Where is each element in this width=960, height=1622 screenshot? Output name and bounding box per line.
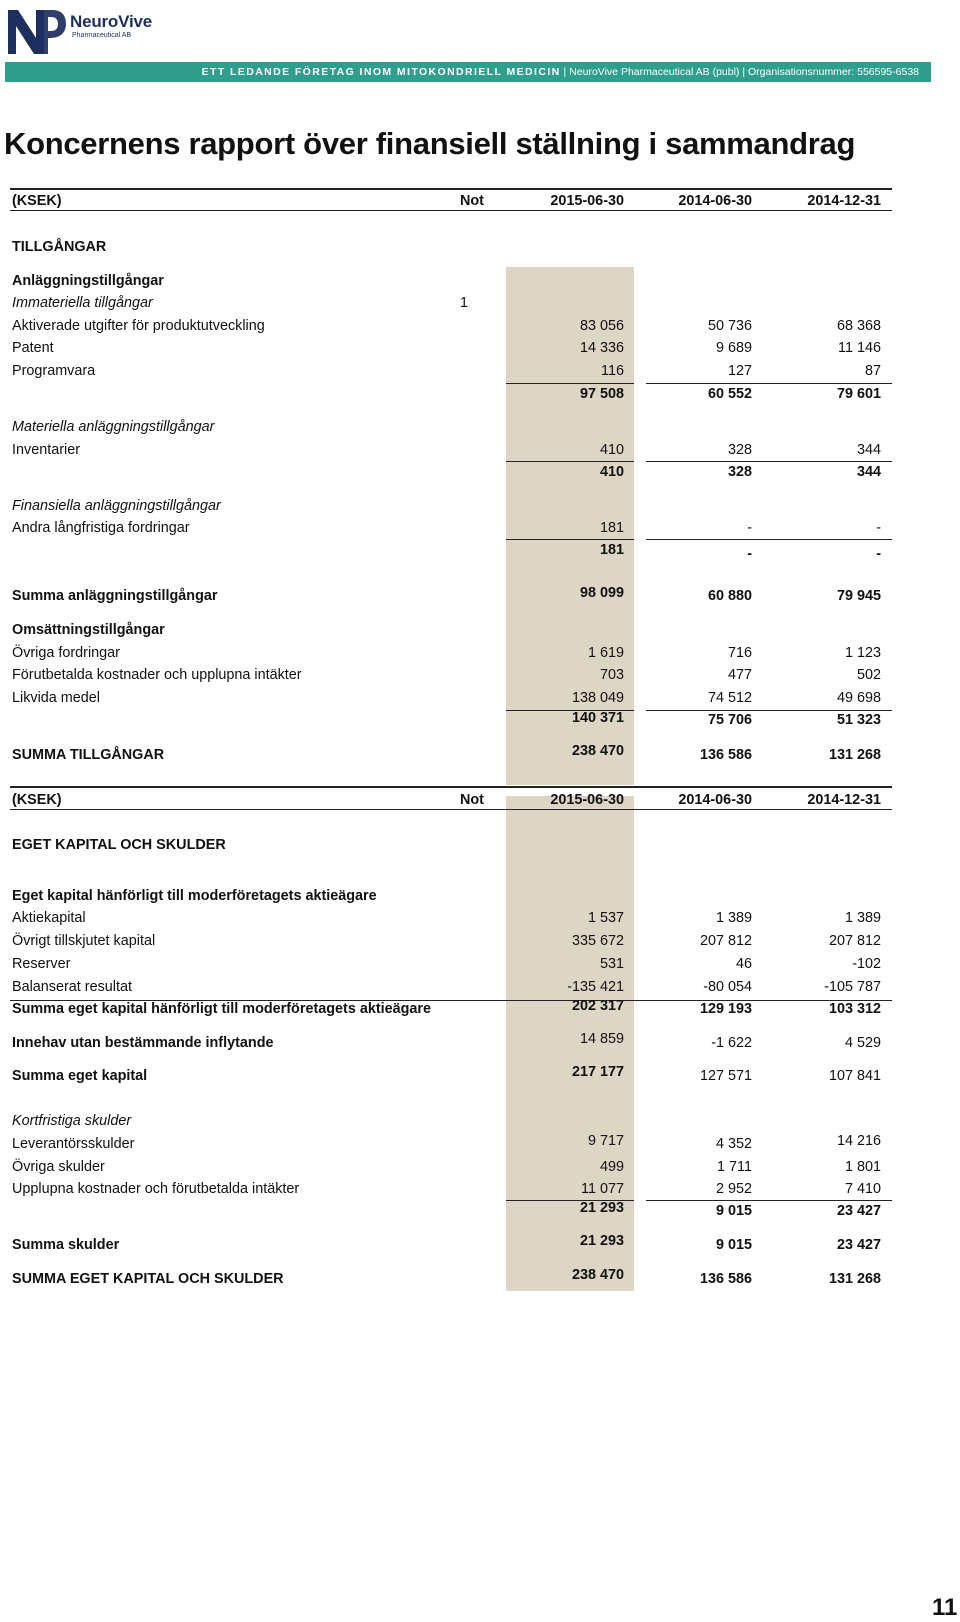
table-row xyxy=(0,1268,960,1290)
row-label: Likvida medel xyxy=(12,690,100,706)
table-row xyxy=(0,1032,960,1054)
column-header-2015-06-30: 2015-06-30 xyxy=(550,792,624,808)
table2-header-top-rule xyxy=(10,786,892,788)
value-2014-06-30: 9 015 xyxy=(715,1237,752,1253)
table-row xyxy=(0,1065,960,1087)
brand-name: NeuroVive xyxy=(70,12,152,31)
value-2014-12-31: 79 601 xyxy=(836,386,881,402)
column-header-2014-06-30: 2014-06-30 xyxy=(678,193,752,209)
table-row xyxy=(0,642,960,664)
value-2014-06-30: 328 xyxy=(727,464,752,480)
value-2014-06-30: 477 xyxy=(727,667,752,683)
value-2014-12-31: 131 268 xyxy=(828,747,881,763)
value-2014-12-31: 23 427 xyxy=(836,1237,881,1253)
row-label: Reserver xyxy=(12,956,71,972)
row-label: Leverantörsskulder xyxy=(12,1136,135,1152)
value-2014-06-30: 136 586 xyxy=(699,747,752,763)
table1-header-row xyxy=(0,190,960,212)
row-label: Innehav utan bestämmande inflytande xyxy=(12,1035,274,1051)
row-label: Summa eget kapital xyxy=(12,1068,148,1084)
page-number: 11 xyxy=(932,1594,958,1621)
value-2014-06-30: 75 706 xyxy=(707,712,752,728)
value-2015-06-30: 410 xyxy=(599,464,624,480)
table-row xyxy=(0,885,960,907)
value-2015-06-30: 217 177 xyxy=(571,1064,624,1080)
column-header-2014-06-30: 2014-06-30 xyxy=(678,792,752,808)
value-2014-12-31: 1 123 xyxy=(844,645,881,661)
value-2015-06-30: 138 049 xyxy=(571,690,624,706)
value-2014-06-30: 127 xyxy=(727,363,752,379)
table-row xyxy=(0,953,960,975)
row-label: Materiella anläggningstillgångar xyxy=(12,419,215,435)
table-row xyxy=(0,315,960,337)
value-2015-06-30: 9 717 xyxy=(587,1133,624,1149)
row-note: 1 xyxy=(460,295,469,311)
table-row xyxy=(0,236,960,258)
row-label: Övriga skulder xyxy=(12,1159,105,1175)
row-label: Andra långfristiga fordringar xyxy=(12,520,190,536)
subtotal-row xyxy=(0,461,960,483)
row-label: Summa skulder xyxy=(12,1237,120,1253)
value-2015-06-30: 410 xyxy=(599,442,624,458)
value-2015-06-30: 21 293 xyxy=(579,1233,624,1249)
row-label: EGET KAPITAL OCH SKULDER xyxy=(12,837,226,853)
subtotal-row xyxy=(0,383,960,405)
row-label: Kortfristiga skulder xyxy=(12,1113,132,1129)
row-label: Förutbetalda kostnader och upplupna intäkter xyxy=(12,667,302,683)
value-2014-06-30: - xyxy=(747,546,752,562)
value-2015-06-30: 531 xyxy=(599,956,624,972)
value-2014-06-30: 4 352 xyxy=(715,1136,752,1152)
table2-header-row xyxy=(0,789,960,811)
value-2014-12-31: - xyxy=(876,520,881,536)
value-2014-06-30: 60 552 xyxy=(707,386,752,402)
table-row xyxy=(0,1178,960,1200)
value-2015-06-30: 238 470 xyxy=(571,743,624,759)
company-logo xyxy=(6,4,181,58)
value-2014-06-30: 50 736 xyxy=(707,318,752,334)
row-label: Summa anläggningstillgångar xyxy=(12,588,218,604)
value-2014-06-30: 716 xyxy=(727,645,752,661)
table-row xyxy=(0,495,960,517)
value-2015-06-30: 14 859 xyxy=(579,1031,624,1047)
row-label: Anläggningstillgångar xyxy=(12,273,164,289)
value-2014-12-31: -102 xyxy=(852,956,881,972)
np-logo-mark-icon xyxy=(6,4,68,58)
row-label: Programvara xyxy=(12,363,96,379)
table-row xyxy=(0,930,960,952)
subtotal-row xyxy=(0,1200,960,1222)
table-row xyxy=(0,998,960,1020)
value-2014-06-30: 127 571 xyxy=(699,1068,752,1084)
column-header-2015-06-30: 2015-06-30 xyxy=(550,193,624,209)
table-row xyxy=(0,439,960,461)
table-row xyxy=(0,1234,960,1256)
value-2014-12-31: 51 323 xyxy=(836,712,881,728)
value-2015-06-30: 98 099 xyxy=(579,585,624,601)
value-2015-06-30: 14 336 xyxy=(579,340,624,356)
value-2015-06-30: 703 xyxy=(599,667,624,683)
value-2015-06-30: 499 xyxy=(599,1159,624,1175)
value-2015-06-30: 202 317 xyxy=(571,998,624,1014)
value-2014-06-30: 136 586 xyxy=(699,1271,752,1287)
value-2014-12-31: 502 xyxy=(856,667,881,683)
value-2014-12-31: 49 698 xyxy=(836,690,881,706)
value-2015-06-30: -135 421 xyxy=(567,979,624,995)
header-banner xyxy=(5,62,931,82)
subtotal-row xyxy=(0,539,960,561)
value-2014-12-31: 103 312 xyxy=(828,1001,881,1017)
value-2014-06-30: 46 xyxy=(735,956,752,972)
value-2015-06-30: 238 470 xyxy=(571,1267,624,1283)
value-2014-06-30: 328 xyxy=(727,442,752,458)
value-2014-06-30: 1 389 xyxy=(715,910,752,926)
unit-label: (KSEK) xyxy=(12,193,62,209)
row-label: Finansiella anläggningstillgångar xyxy=(12,498,221,514)
value-2014-12-31: 7 410 xyxy=(844,1181,881,1197)
note-column-header: Not xyxy=(460,792,484,808)
unit-label: (KSEK) xyxy=(12,792,62,808)
value-2014-06-30: 74 512 xyxy=(707,690,752,706)
value-2014-12-31: - xyxy=(876,546,881,562)
page-title: Koncernens rapport över finansiell ställning i sammandrag xyxy=(4,126,856,161)
banner-company-info: | NeuroVive Pharmaceutical AB (publ) | Organisationsnummer: 556595-6538 xyxy=(560,66,919,78)
table-row xyxy=(0,416,960,438)
value-2014-12-31: 107 841 xyxy=(828,1068,881,1084)
table-row xyxy=(0,1110,960,1132)
value-2015-06-30: 21 293 xyxy=(579,1200,624,1216)
row-label: TILLGÅNGAR xyxy=(12,239,107,255)
value-2014-12-31: 23 427 xyxy=(836,1203,881,1219)
row-label: Balanserat resultat xyxy=(12,979,132,995)
note-column-header: Not xyxy=(460,193,484,209)
table-row xyxy=(0,976,960,998)
value-2015-06-30: 116 xyxy=(601,363,624,379)
value-2014-12-31: 207 812 xyxy=(828,933,881,949)
row-label: Inventarier xyxy=(12,442,80,458)
subtotal-row xyxy=(0,709,960,731)
table-row xyxy=(0,907,960,929)
table-row xyxy=(0,292,960,314)
row-label: Övrigt tillskjutet kapital xyxy=(12,933,156,949)
table-row xyxy=(0,517,960,539)
value-2014-06-30: - xyxy=(747,520,752,536)
table-row xyxy=(0,834,960,856)
row-label: Övriga fordringar xyxy=(12,645,120,661)
row-label: SUMMA TILLGÅNGAR xyxy=(12,747,165,763)
table-row xyxy=(0,1156,960,1178)
value-2015-06-30: 97 508 xyxy=(579,386,624,402)
table-row xyxy=(0,687,960,709)
row-label: Upplupna kostnader och förutbetalda intäkter xyxy=(12,1181,300,1197)
value-2015-06-30: 11 077 xyxy=(581,1181,624,1197)
value-2014-12-31: 4 529 xyxy=(844,1035,881,1051)
value-2014-12-31: 1 801 xyxy=(844,1159,881,1175)
value-2015-06-30: 140 371 xyxy=(571,710,624,726)
value-2014-12-31: 1 389 xyxy=(844,910,881,926)
value-2014-12-31: 68 368 xyxy=(836,318,881,334)
row-label: Aktiekapital xyxy=(12,910,86,926)
row-label: Aktiverade utgifter för produktutveckling xyxy=(12,318,265,334)
value-2014-06-30: 9 015 xyxy=(715,1203,752,1219)
value-2014-06-30: -1 622 xyxy=(711,1035,752,1051)
table-row xyxy=(0,744,960,766)
table-row xyxy=(0,337,960,359)
value-2015-06-30: 181 xyxy=(599,542,624,558)
column-header-2014-12-31: 2014-12-31 xyxy=(807,792,881,808)
value-2014-12-31: 131 268 xyxy=(828,1271,881,1287)
column-header-2014-12-31: 2014-12-31 xyxy=(807,193,881,209)
table-row xyxy=(0,360,960,382)
row-label: Summa eget kapital hänförligt till moderföretagets aktieägare xyxy=(12,1001,432,1017)
row-label: Immateriella tillgångar xyxy=(12,295,153,311)
value-2015-06-30: 1 619 xyxy=(587,645,624,661)
table-row xyxy=(0,585,960,607)
value-2014-12-31: 344 xyxy=(856,442,881,458)
value-2014-06-30: 129 193 xyxy=(699,1001,752,1017)
value-2014-06-30: 9 689 xyxy=(715,340,752,356)
brand-subtitle: Pharmaceutical AB xyxy=(72,32,132,39)
table-row xyxy=(0,664,960,686)
row-label: SUMMA EGET KAPITAL OCH SKULDER xyxy=(12,1271,284,1287)
value-2014-12-31: 87 xyxy=(864,363,881,379)
value-2014-06-30: -80 054 xyxy=(703,979,752,995)
table-row xyxy=(0,619,960,641)
value-2015-06-30: 181 xyxy=(599,520,624,536)
value-2015-06-30: 1 537 xyxy=(587,910,624,926)
value-2014-12-31: 14 216 xyxy=(836,1133,881,1149)
value-2014-06-30: 207 812 xyxy=(699,933,752,949)
value-2015-06-30: 83 056 xyxy=(579,318,624,334)
value-2014-12-31: 344 xyxy=(856,464,881,480)
value-2014-12-31: 79 945 xyxy=(836,588,881,604)
banner-tagline: ETT LEDANDE FÖRETAG INOM MITOKONDRIELL MEDICIN xyxy=(201,66,561,78)
row-label: Eget kapital hänförligt till moderföretagets aktieägare xyxy=(12,888,377,904)
value-2014-12-31: -105 787 xyxy=(824,979,881,995)
row-label: Patent xyxy=(12,340,54,356)
value-2014-06-30: 1 711 xyxy=(717,1159,752,1175)
value-2014-12-31: 11 146 xyxy=(838,340,881,356)
value-2015-06-30: 335 672 xyxy=(571,933,624,949)
value-2014-06-30: 2 952 xyxy=(715,1181,752,1197)
value-2014-06-30: 60 880 xyxy=(707,588,752,604)
row-label: Omsättningstillgångar xyxy=(12,622,165,638)
table-row xyxy=(0,1133,960,1155)
table-row xyxy=(0,270,960,292)
